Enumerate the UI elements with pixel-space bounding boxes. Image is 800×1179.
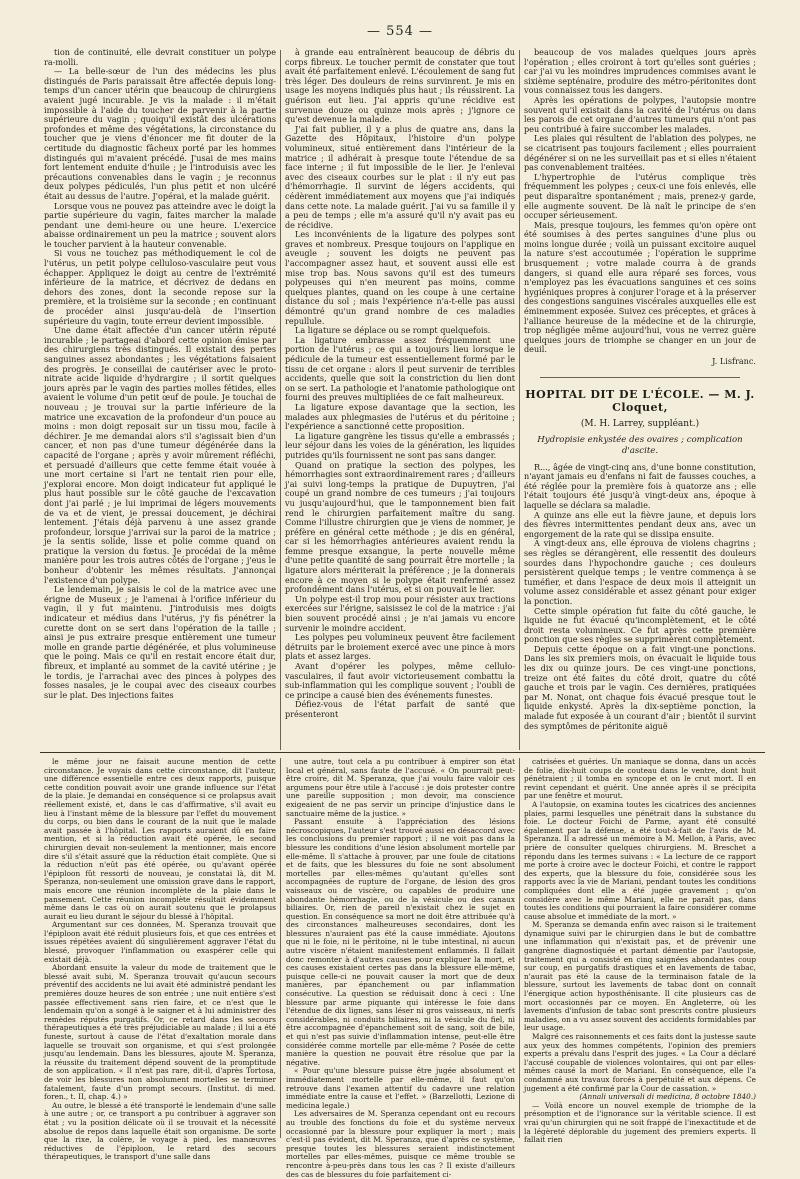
paragraph: R..., âgée de vingt-cinq ans, d'une bonne constitution, n'ayant jamais eu d'enfans ni fait de fausses couches, a été réglée pour la première fois à quatorze ans ; elle l'était toujours été jusqu'à vingt-deux ans, époque à laquelle se déclara sa maladie. [524, 461, 756, 510]
paragraph: — La belle-sœur de l'un des médecins les plus distingués de Paris paraissait être affectée depuis long-temps d'un cancer utérin que beaucoup de chirurgiens avaient jugé incurable. Je vis la malade : il m'était impossible à l'aide du toucher de parvenir à la partie supérieure du vagin ; quoiqu'il existât des ulcérations profondes et même des végétations, la circonstance du toucher que je viens d'énoncer me fit douter de la certitude du diagnostic fâcheux porté par les hommes distingués qui m'avaient précédé. J'usai de mes mains fort lentement enduite d'huile ; je l'introduisis avec les précautions convenables dans le vagin ; je reconnus deux polypes pédiculés, l'un plus petit et non ulcéré était au dessus de l'autre. J'opérai, et la malade guérit. [44, 66, 276, 201]
paragraph: beaucoup de vos malades quelques jours après l'opération ; elles croiront à tort qu'elles sont guéries ; car j'ai vu les moindres imprudences commises avant le sixième septénaire, produire des métro-péritonites dont vous connaissez tous les dangers. [524, 47, 756, 96]
upper-column-3 [524, 48, 756, 748]
lower-column-3 [524, 757, 756, 1145]
column-divider [519, 758, 520, 1138]
paragraph: Argumentant sur ces données, M. Speranza trouvait que l'épiploon avait été réduit plusieurs fois, et que ces entrées et issues répétées avaient dû singulièrement aggraver l'état du blessé, provoquer l'inflammation ou exaspérer celle qui existait déjà. [44, 920, 276, 964]
paragraph: Avant d'opérer les polypes, même celluło-vasculaires, il faut avoir victorieusement combattu la sub-inflammation qui les complique souvent ; l'oubli de ce principe a causé bien des événements funestes. [285, 661, 515, 700]
paragraph: Lorsque vous ne pouvez pas atteindre avec le doigt la partie supérieure du vagin, faites marcher la malade pendant une demi-heure ou une heure. L'exercice abaisse ordinairement un peu la matrice ; souvent alors le toucher parvient à la hauteur convenable. [44, 200, 276, 249]
paragraph: le même jour ne faisait aucune mention de cette circonstance. Je voyais dans cette circonstance, dit l'auteur, une différence essentielle entre ces deux rapports, puisque cette condition pouvait avoir une grande influence sur l'état de la plaie. Je demandai en conséquence si ce prolapsus avait réellement existé, et, dans le cas d'affirmative, s'il avait eu lieu à l'instant même de la blessure par l'effet du mouvement du corps, ou bien dans le courant de la nuit que le malade avait passée à l'hôpital. Les rapports auraient dû en faire mention, et si la réduction avait été opérée, le second chirurgien devait non-seulement la mentionner, mais encore dire s'il s'était assuré que la réduction était complète. Que si la réduction n'eût pas été opérée, ou qu'avant opérée l'épiploon fût ressorti de nouveau, je constatai là, dit M. Speranza, non-seulement une omission grave dans le rapport, mais encore une réunion incomplète de la plaie dans le pansement. Cette réunion incomplète résultait évidemment même dans le cas où on aurait soutenu que le prolapsus aurait eu lieu durant le séjour du blessé à l'hôpital. [44, 757, 276, 921]
paragraph: A vingt-deux ans, elle éprouva de violens chagrins ; ses règles se dérangèrent, elle ressentit des douleurs sourdes dans l'hypochondre gauche ; ces douleurs persistèrent quelque temps ; le ventre commença à se tuméfier, et dans l'espace de deux mois il atteignit un volume assez considérable et assez génant pour exiger la ponction. [524, 538, 756, 606]
paragraph: catrisées et guéries. Un maniaque se donna, dans un accès de folie, dix-huit coups de couteau dans le ventre, dont huit pénétraient ; il tomba en syncope et on le crut mort. Il en revint cependant et guérit. Une année après il se précipita par une fenêtre et mourut. [524, 757, 756, 801]
paragraph: Au outre, le blessé a été transporté le lendemain d'une salle à une autre ; or, ce transport a pu contribuer à aggraver son état ; vu la position délicate où il se trouvait et la nécessité absolue de repos dans laquelle était son organisme. De sorte que la rixe, la colère, le voyage à pied, les manœuvres réductives de l'épiploon, le retard des secours thérapeutiques, le transport d'une salle dans [44, 1100, 276, 1162]
paragraph: une autre, tout cela a pu contribuer à empirer son état local et général, sans faute de l'accusé. « On pourrait peut-être croire, dit M. Speranza, que j'ai voulu faire valoir ces argumens pour être utile à l'accusé : je dois protester contre une pareille supposition ; mon devoir, ma conscience exigeaient de ne pas servir un principe d'injustice dans le sanctuaire même de la justice. » [286, 757, 515, 818]
paragraph: Le lendemain, je saisis le col de la matrice avec une érigne de Museux ; je l'amenai à l'orifice inférieur du vagin, il y fut maintenu. J'introduisis mes doigts indicateur et médius dans l'utérus, j'y fis pénétrer la curette dont on se sert dans l'opération de la taille ; ainsi je pus extraire presque entièrement une tumeur molle en grande partie dégénérée, et plus volumineuse que le poing. Mais ce qu'il en restait encore était dur, fibreux, et implanté au sommet de la cavité utérine ; je le tordis, je l'arrachai avec des pinces à polypes des fosses nasales, je le coupai avec des ciseaux courbes sur le plat. Des injections faites [44, 584, 276, 700]
lower-column-2 [286, 757, 515, 1179]
paragraph: Quand on pratique la section des polypes, les hémorrhagies sont extraordinairement rares ; d'ailleurs j'ai suivi long-temps la pratique de Dupuytren, j'ai coupé un grand nombre de ces tumeurs ; j'ai toujours vu jusqu'aujourd'hui, que le tamponnement bien fait rend le chirurgien parfaitement maître du sang. Comme l'illustre chirurgien que je viens de nommer, je préfère en général cette méthode ; je dis en général, car si les hémorrhagies antérieures avaient rendu la femme presque exsangue, la perte nouvelle même d'une petite quantité de sang pourrait être mortelle ; la ligature alors mériterait la préférence ; je la donnerais encore à ce moyen si le polype était renfermé assez profondément dans l'utérus, et si on pouvait le lier. [285, 459, 515, 595]
paragraph: A quinze ans elle eut la fièvre jaune, et depuis lors des fièvres intermittentes pendant deux ans, avec un engorgement de la rate qui se dissipa ensuite. [524, 509, 756, 539]
paragraph: Cette simple opération fut faite du côté gauche, le liquide ne fut évacué qu'incomplètement, et le côté droit resta volumineux. Ce fut après cette première ponction que ses règles se supprimèrent complètement. [524, 605, 756, 645]
paragraph: Après les opérations de polypes, l'autopsie montre souvent qu'il existait dans la cavité de l'utérus ou dans les parois de cet organe d'autres tumeurs qui n'ont pas peu contribué à faire succomber les malades. [524, 94, 756, 134]
paragraph: Mais, presque toujours, les femmes qu'on opère ont été soumises à des pertes sanguines d'une plus ou moins longue durée ; voilà un puissant excitoire auquel la nature s'est accoutumée ; l'opération le supprime brusquement ; votre malade courra à de grands dangers, si quand elle aura réparé ses forces, vous n'employez pas les évacuations sanguines et ces soins hygiéniques propres à conjurer l'orage et à la préserver des congestions sanguines viscérales auxquelles elle est éminemment exposée. Suivez ces préceptes, et grâces à l'alliance heureuse de la médecine et de la chirurgie, trop négligée même aujourd'hui, vous ne verrez guère quelques jours de triomphe se changer en un jour de deuil. [524, 219, 756, 355]
page-number: — 554 — [366, 24, 434, 39]
section-subheading: (M. H. Larrey, suppléant.) [580, 418, 700, 429]
paragraph: L'hypertrophie de l'utérus complique très fréquemment les polypes ; ceux-ci une fois enlevés, elle peut disparaître spontanément ; mais, prenez-y garde, elle augmente souvent. De là naît le principe de s'en occuper sérieusement. [524, 171, 756, 221]
paragraph: Les adversaires de M. Speranza cependant ont eu recours au trouble des fonctions du foie et du système nerveux occasionné par la blessure pour expliquer la mort ; mais c'est-il pas évident, dit M. Speranza, que d'après ce système, presque toutes les blessures seraient indistinctement mortelles par elles-mêmes, puisque ce même trouble se rencontre à-peu-près dans tous les cas ? Il existe d'ailleurs des cas de blessures du foie parfaitement ci- [286, 1109, 515, 1179]
paragraph: Les inconvénients de la ligature des polypes sont graves et nombreux. Presque toujours on l'applique en aveugle ; souvent les doigts ne peuvent pas l'accompagner assez haut, et souvent aussi elle est mise trop bas. Nous savons qu'il est des tumeurs polypeuses qui n'en meurent pas moins, comme quelques plantes, quand on les coupe à une certaine distance du sol ; mais l'expérience n'a-t-elle pas aussi démontré qu'un grand nombre de ces maladies repullule. [285, 229, 515, 326]
paragraph: Un polype est-il trop mou pour résister aux tractions exercées sur l'érigne, saisissez le col de la matrice : j'ai bien souvent procédé ainsi ; je n'ai jamais vu encore survenir le moindre accident. [285, 593, 515, 633]
paragraph: Passant ensuite à l'appréciation des lésions nécroscopiques, l'auteur s'est trouvé aussi en désaccord avec les conclusions du premier rapport ; il ne voit pas dans la blessure les conditions d'une lésion absolument mortelle par elle-même. Il s'attache à prouver, par une foule de citations et de faits, que les blessures du foie ne sont absolument mortelles par elles-mêmes qu'autant qu'elles sont accompagnées de rupture de l'organe, de lésion des gros vaisseaux ou de viscère, ou capables de produire une abondante hémorrhagie, ou de la vésicule ou des canaux biliaires. Or, rien de pareil n'existait chez le sujet en question. En conséquence sa mort ne doit être attribuée qu'à des circonstances malheureuses secondaires, dont les blessures n'auraient pas été la cause immédiate. Ajoutons que ni le foie, ni le péritoine, ni le tube intestinal, ni aucun autre viscère n'étaient manifestement enflammés. Il fallait donc remonter à d'autres causes pour expliquer la mort, et ces causes existaient certes pas dans la blessure elle-même, puisque celle-ci ne pouvait causer la mort que de deux manières, par épanchement ou par inflammation consécutive. La question se réduisait donc à ceci : Une blessure par arme piquante qui intéresse le foie dans l'étendue de dix lignes, sans léser ni gros vaisseaux, ni nerfs considérables, ni conduits biliaires, ni la vésicule du fiel, ni être accompagnée d'épanchement soit de sang, soit de bile, et qui n'est pas suivie d'inflammation intense, peut-elle être considérée comme mortelle par elle-même ? Posée de cette manière la question ne pouvait être résolue que par la négative. [286, 817, 515, 1067]
feuilleton-divider [40, 752, 765, 753]
paragraph: Abordant ensuite la valeur du mode de traitement que le blessé avait subi, M. Speranza trouvait qu'aucun secours préventif des accidents ne lui avait été administré pendant les premières douze heures de son entrée ; une nuit entière s'est passée effectivement sans rien faire, et ce n'est que le lendemain qu'on a songé à le saigner et à lui administrer des remèdes réputés purgatifs. Or, ce retard dans les secours thérapeutiques a été très préjudiciable au malade ; il lui a été funeste, surtout à cause de l'état d'exaltation morale dans laquelle se trouvait son organisme, et qui s'est prolongée jusqu'au lendemain. Dans les blessures, ajoute M. Speranza, la réussite du traitement dépend souvent de la promptitude de son application. « Il n'est pas rare, dit-il, d'après Tortosa, de voir les blessures non absolument mortelles se terminer fatalement, faute d'un prompt secours. (Institut. di med. foren., t. II, chap. 4.) » [44, 963, 276, 1102]
lower-column-1 [44, 757, 276, 1162]
paragraph: J'ai fait publier, il y a plus de quatre ans, dans la Gazette des Hôpitaux, l'histoire d'un polype volumineux, situé entièrement dans l'intérieur de la matrice ; il adhérait à presque toute l'étendue de sa face interne ; il fut impossible de le lier. Je l'enlevai avec des ciseaux courbes sur le plat : il n'y eut pas d'hémorrhagie. Il survint de légers accidents, qui cédèrent immédiatement aux moyens que j'ai indiqués dans cette note. La malade guérit. J'ai vu sa famille il y a peu de temps ; elle m'a assuré qu'il n'y avait pas eu de récidive. [285, 123, 515, 230]
section-heading: HOPITAL DIT DE L'ÉCOLE. — M. J. Cloquet, [525, 387, 755, 414]
column-divider [280, 50, 281, 750]
paragraph: La ligature embrasse assez fréquemment une portion de l'utérus ; ce qui a toujours lieu lorsque le pédicule de la tumeur est essentiellement formé par le tissu de cet organe : alors il peut survenir de terribles accidents, quelle que soit la constriction du lien dont on se sert. La pathologie et l'anatomie pathologique ont fourni des preuves multipliées de ce fait malheureux. [285, 334, 515, 403]
paragraph: Les plaies qui résultent de l'ablation des polypes, ne se cicatrisent pas toujours facilement ; elles pourraient dégénérer si on ne les surveillait pas et si elles n'étaient pas convenablement traitées. [524, 133, 756, 173]
paragraph: Défiez-vous de l'état parfait de santé que présenteront [285, 699, 515, 719]
paragraph: Les polypes peu volumineux peuvent être facilement détruits par le broiement exercé avec une pince à mors plats et assez larges. [285, 632, 515, 662]
paragraph: Depuis cette époque on a fait vingt-une ponctions. Dans les six premiers mois, on évacuait le liquide tous les dix ou quinze jours. De ces vingt-une ponctions, treize ont été faites du côté droit, quatre du côté gauche et trois par le vagin. Ces dernières, pratiquées par M. Nonat, ont chaque fois évacué presque tout le liquide enkysté. Après la dix-septième ponction, la malade fut exposée à un courant d'air ; bientôt il survint des symptômes de péritonite aiguë [524, 643, 756, 731]
paragraph: La ligature expose davantage que la section, les malades aux phlegmasies de l'utérus et du péritoine ; l'expérience a sanctionné cette proposition. [285, 401, 515, 432]
author-signature: J. Lisfranc. [712, 356, 756, 366]
case-title: Hydropisie enkystée des ovaires ; complication d'ascite. [537, 434, 743, 456]
paragraph: A l'autopsie, on examina toutes les cicatrices des anciennes plaies, parmi lesquelles une pénétrait dans la substance du foie. Le docteur Foichi de Parme, ayant été consulté également par la défense, a été tout-à-fait de l'avis de M. Speranza. Il a adressé un mémoire à M. Mellon, à Paris, avec prière de consulter quelques chirurgiens. M. Breschet a répondu dans les termes suivans : « La lecture de ce rapport me porte à croire avec le docteur Foichi, et contre le rapport des experts, que la blessure du foie, considérée sous les rapports avec la vie de Mariani, pendant toutes les conditions compliquées dont elle a été jugée gravement ; qu'on considère avec le même Mariani, elle ne paraît pas, dans toutes les conditions qui pourraient la faire considérer comme cause absolue et immédiate de la mort. » [524, 799, 756, 921]
paragraph: La ligature gangrène les tissus qu'elle a embrassés ; leur séjour dans les voies de la génération, les liquides putrides qu'ils fournissent ne sont pas sans danger. [285, 430, 515, 460]
upper-column-1 [44, 48, 276, 748]
column-divider [519, 50, 520, 750]
paragraph: à grande eau entraînèrent beaucoup de débris du corps fibreux. Le toucher permit de constater que tout avait été parfaitement enlevé. L'écoulement de sang fut très léger. Des douleurs de reins survinrent. Je mis en usage les moyens indiqués plus haut ; ils réussirent. La guérison eut lieu. J'ai appris qu'une récidive est survenue douze ou quinze mois après ; j'ignore ce qu'est devenue la malade. [285, 47, 515, 125]
paragraph: Une dame était affectée d'un cancer utérin réputé incurable ; le partageai d'abord cette opinion émise par des chirurgiens très distingués. Il existait des pertes sanguines assez abondantes ; les végétations faisaient des progrès. Je conseillai de cautériser avec le proto-nitrate acide liquide d'hydrargire ; il sortit quelques jours après par le vagin des parties molles fétides, elles avaient le volume d'un petit œuf de poule. Je touchai de nouveau ; je trouvai sur la partie inférieure de la matrice une excavation de la profondeur d'un pouce au moins : mon doigt reposait sur un tissu mou, facile à déchirer. Je me demandai alors s'il s'agissait bien d'un cancer, et non pas d'une tumeur dégénérée dans la capacité de l'organe ; après y avoir mûrement réfléchi, et persuadé d'ailleurs que cette femme était vouée à une mort certaine si l'art ne tentait rien pour elle, j'explorai encore. Mon doigt indicateur fut appliqué le plus haut possible sur le côté gauche de l'excavation dont j'ai parlé ; je lui imprimai de légers mouvements de va et de vient, je pressai doucement, je déchirai lentement. J'étais déjà parvenu à une assez grande profondeur, lorsque j'arrivai sur la paroi de la matrice ; je la sentis solide, lisse et polie comme quand on pratique la version du fœtus. Je procédai de la même manière pour les trois autres côtés de l'organe ; j'eus le bonheur d'obtenir les mêmes résultats. J'annonçai l'existence d'un polype. [44, 325, 276, 585]
paragraph: La ligature se déplace ou se rompt quelquefois. [295, 325, 491, 336]
paragraph: tion de continuité, elle devrait constituer un polype ra-molli. [44, 47, 276, 67]
paragraph: Malgré ces raisonnements et ces faits dont la justesse saute aux yeux des hommes compétents, l'opinion des premiers experts a prévalu dans l'esprit des juges. « La Cour a déclaré l'accusé coupable de violences volontaires, qui ont par elles-mêmes causé la mort de Mariani. En conséquence, elle l'a condamné aux travaux forcés à perpétuité et aux dépens. Ce jugement a été confirmé par la Cour de cassation. » [524, 1032, 756, 1093]
upper-column-2 [285, 48, 515, 748]
paragraph: Si vous ne touchez pas méthodiquement le col de l'utérus, un petit polype celluloso-vasculaire peut vous échapper. Appliquez le doigt au centre de l'extrémité inférieure de la matrice, et décrivez de dedans en dehors des zones, dont la seconde repose sur la première, et la troisième sur la seconde ; en continuant de procéder ainsi jusqu'au-delà de l'insertion supérieure du vagin, toute erreur devient impossible. [44, 248, 276, 326]
citation: (Annali universali di medicina, 8 octobre 1840.) [579, 1092, 756, 1102]
paragraph: « Pour qu'une blessure puisse être jugée absolument et immédiatement mortelle par elle-même, il faut qu'on retrouve dans l'examen attentif du cadavre une relation immédiate entre la cause et l'effet. » (Barzellotti, Lezione di medicina legale.) [286, 1066, 515, 1110]
column-divider [280, 758, 281, 1138]
section-divider [540, 377, 740, 378]
paragraph: M. Speranza se demanda enfin avec raison si le traitement dynamique suivi par le chirurgien dans le but de combattre une inflammation qui n'existait pas, et de prévenir une gangrène diagnostiquée et partant démentie par l'autopsie, traitement qui a consisté en cinq saignées abondantes coup sur coup, en purgatifs drastiques et en lavements de tabac, n'aurait pas été la cause de la terminaison fatale de la blessure, surtout les lavements de tabac dont on connaît l'énergique action hyposthénisante. Il cite plusieurs cas de mort occasionnés par ce moyen. En Angleterre, où les lavements d'infusion de tabac sont prescrits contre plusieurs maladies, on a vu assez souvent des accidents formidables par leur usage. [524, 920, 756, 1033]
paragraph: — Voilà encore un nouvel exemple de triomphe de la présomption et de l'ignorance sur la véritable science. Il est vrai qu'un chirurgien qui ne soit frappé de l'inexactitude et de la légèreté déplorable du jugement des premiers experts. Il fallait rien [524, 1100, 756, 1145]
